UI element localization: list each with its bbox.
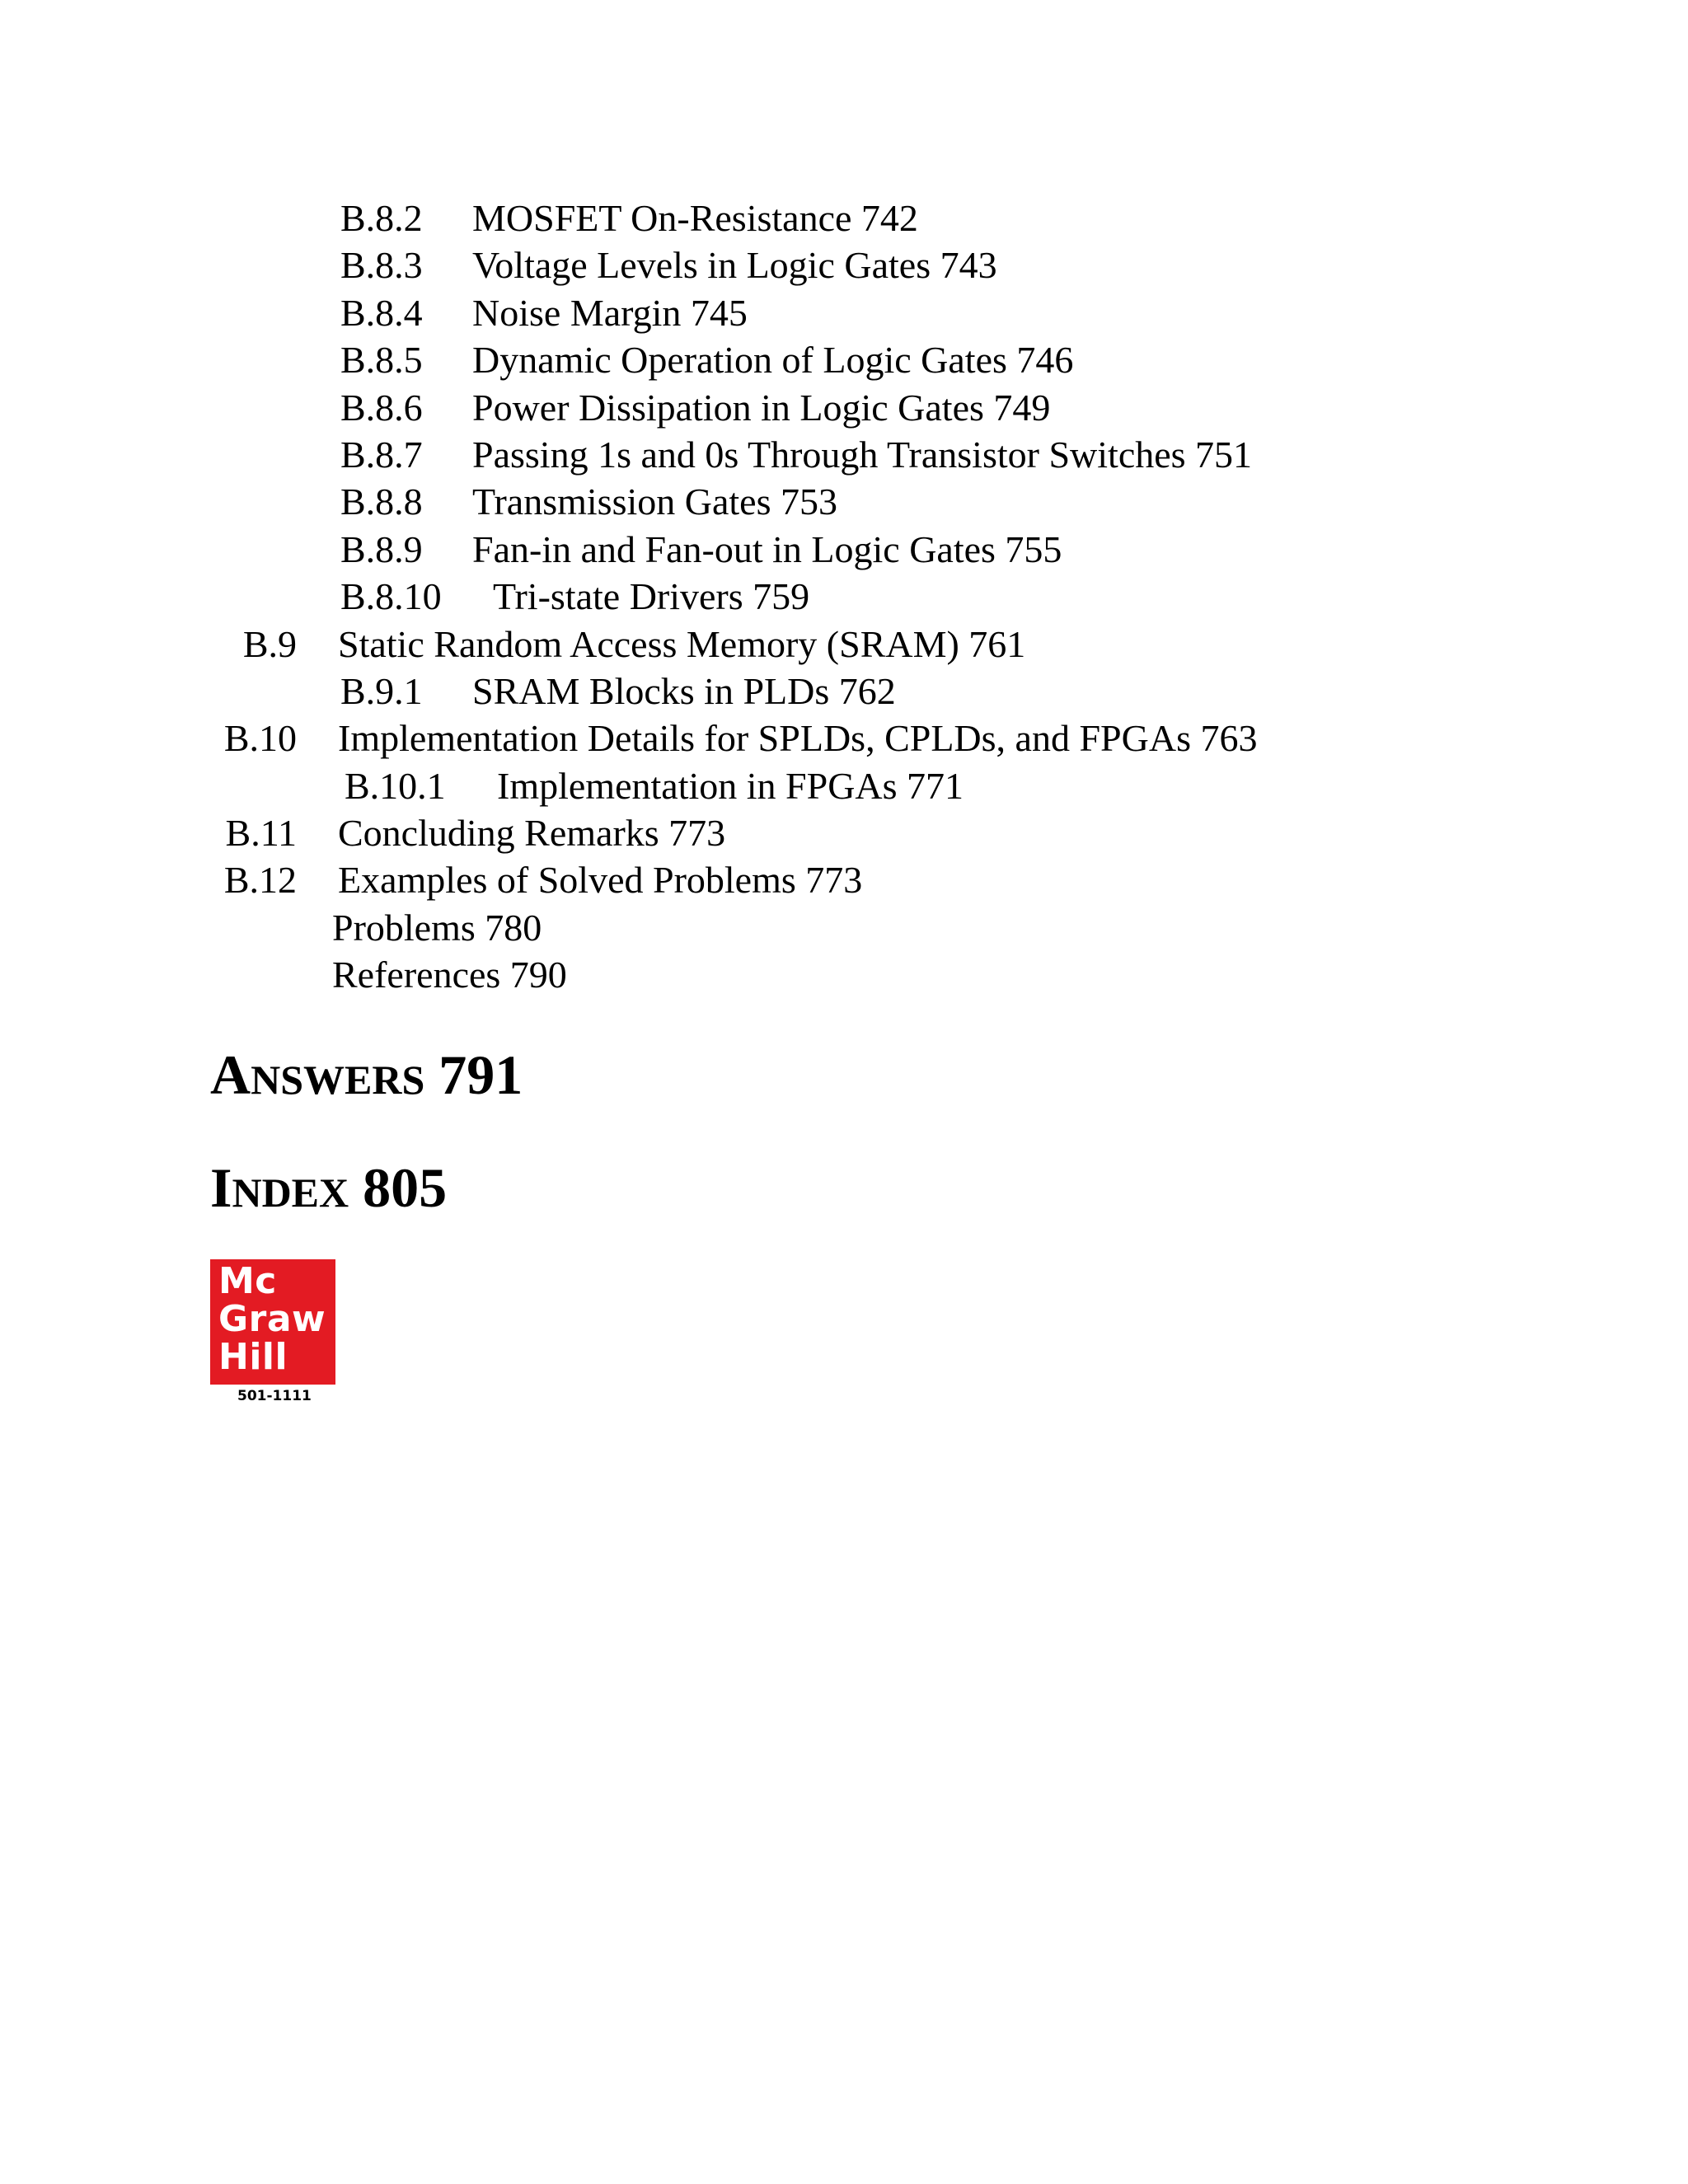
- toc-title: Fan-in and Fan-out in Logic Gates 755: [472, 527, 1062, 570]
- toc-title: Problems 780: [332, 906, 542, 949]
- toc-entry: [0, 241, 1688, 288]
- answers-rest: NSWERS: [251, 1057, 425, 1103]
- toc-number: B.8.6: [340, 386, 423, 429]
- toc-number: B.8.5: [340, 339, 423, 382]
- index-heading: [210, 1155, 447, 1226]
- toc-entry: [0, 668, 1688, 715]
- toc-number: B.10.1: [345, 764, 446, 807]
- toc-number: B.12: [223, 859, 297, 902]
- answers-heading: [210, 1042, 523, 1113]
- toc-title: Implementation Details for SPLDs, CPLDs, and FPGAs 763: [338, 717, 1258, 760]
- toc-entry: [0, 336, 1688, 383]
- toc-title: Transmission Gates 753: [472, 480, 837, 523]
- toc-entry: [0, 621, 1688, 668]
- mcgraw-hill-logo: [210, 1259, 335, 1385]
- toc-entry: [0, 573, 1688, 620]
- toc-title: Voltage Levels in Logic Gates 743: [472, 244, 997, 287]
- toc-title: MOSFET On-Resistance 742: [472, 197, 918, 239]
- logo-text-mc: Mc: [218, 1260, 277, 1302]
- index-initial: I: [210, 1156, 232, 1219]
- toc-title: Dynamic Operation of Logic Gates 746: [472, 339, 1074, 382]
- toc-title: Static Random Access Memory (SRAM) 761: [338, 622, 1026, 665]
- toc-entry: [0, 715, 1688, 762]
- toc-number: B.8.4: [340, 291, 423, 334]
- toc-number: B.8.3: [340, 244, 423, 287]
- toc-entry: [0, 951, 1688, 998]
- toc-entry: [0, 478, 1688, 525]
- toc-title: References 790: [332, 954, 567, 996]
- answers-initial: A: [210, 1043, 251, 1106]
- toc-number: B.9: [242, 622, 297, 665]
- logo-text-hill: Hill: [218, 1336, 288, 1378]
- toc-title: Tri-state Drivers 759: [493, 575, 810, 618]
- toc-title: SRAM Blocks in PLDs 762: [472, 669, 896, 712]
- toc-title: Concluding Remarks 773: [338, 812, 726, 855]
- index-rest: NDEX: [232, 1169, 349, 1216]
- toc-entry: [0, 809, 1688, 856]
- logo-text-graw: Graw: [218, 1298, 326, 1340]
- table-of-contents: [0, 194, 1688, 999]
- publisher-code: 501-1111: [237, 1388, 312, 1404]
- toc-number: B.11: [225, 812, 297, 855]
- toc-number: B.8.8: [340, 480, 423, 523]
- toc-entry: [0, 431, 1688, 478]
- toc-entry: [0, 762, 1688, 809]
- toc-title: Noise Margin 745: [472, 291, 748, 334]
- toc-entry: [0, 856, 1688, 903]
- index-page: 805: [363, 1156, 448, 1219]
- toc-title: Power Dissipation in Logic Gates 749: [472, 386, 1051, 429]
- toc-entry: [0, 194, 1688, 241]
- toc-title: Passing 1s and 0s Through Transistor Switches 751: [472, 433, 1253, 476]
- toc-number: B.8.9: [340, 527, 423, 570]
- toc-number: B.8.10: [340, 575, 442, 618]
- toc-entry: [0, 904, 1688, 951]
- toc-number: B.8.7: [340, 433, 423, 476]
- toc-number: B.9.1: [340, 669, 423, 712]
- toc-entry: [0, 289, 1688, 336]
- toc-number: B.8.2: [340, 197, 423, 239]
- toc-title: Implementation in FPGAs 771: [497, 764, 964, 807]
- toc-number: B.10: [223, 717, 297, 760]
- answers-page: 791: [438, 1043, 523, 1106]
- toc-entry: [0, 526, 1688, 573]
- toc-entry: [0, 384, 1688, 431]
- toc-title: Examples of Solved Problems 773: [338, 859, 863, 902]
